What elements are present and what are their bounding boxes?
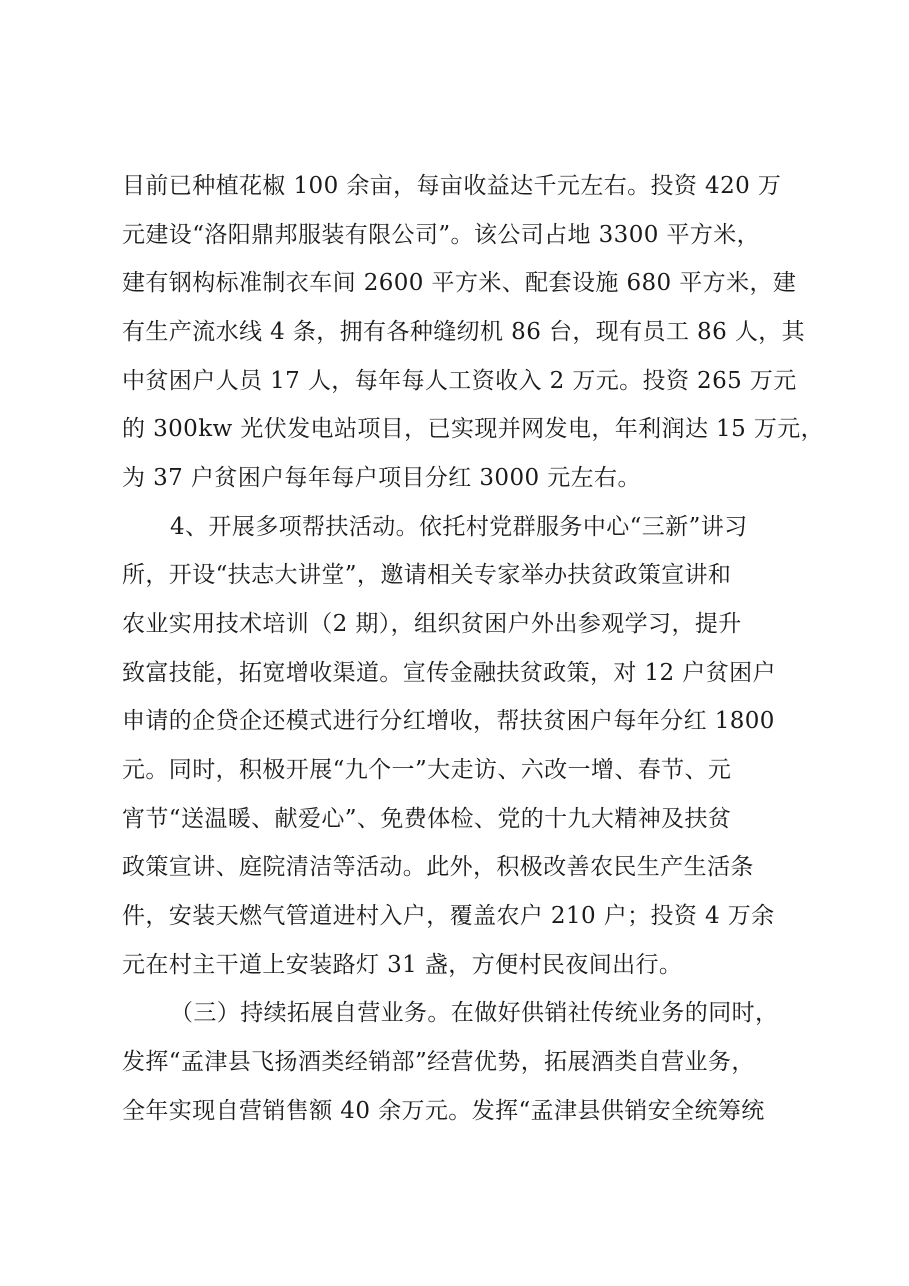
text-line: 致富技能，拓宽增收渠道。宣传金融扶贫政策，对 12 户贫困户	[122, 660, 776, 686]
text-line: 元在村主干道上安装路灯 31 盏，方便村民夜间出行。	[122, 952, 683, 978]
text-line: 建有钢构标准制衣车间 2600 平方米、配套设施 680 平方米，建	[122, 270, 797, 296]
text-line: 为 37 户贫困户每年每户项目分红 3000 元左右。	[122, 465, 641, 491]
text-line: 件，安装天燃气管道进村入户，覆盖农户 210 户；投资 4 万余	[122, 903, 775, 929]
text-line: 宵节“送温暖、献爱心”、免费体检、党的十九大精神及扶贫	[122, 806, 732, 832]
text-line: 元。同时，积极开展“九个一”大走访、六改一增、春节、元	[122, 757, 732, 783]
text-line: （三）持续拓展自营业务。在做好供销社传统业务的同时，	[170, 1000, 779, 1026]
text-line: 所，开设“扶志大讲堂”，邀请相关专家举办扶贫政策宣讲和	[122, 562, 732, 588]
text-line: 有生产流水线 4 条，拥有各种缝纫机 86 台，现有员工 86 人，其	[122, 319, 806, 345]
text-line: 申请的企贷企还模式进行分红增收，帮扶贫困户每年分红 1800	[122, 708, 775, 734]
text-line: 中贫困户人员 17 人，每年每人工资收入 2 万元。投资 265 万元	[122, 368, 797, 394]
text-line: 全年实现自营销售额 40 余万元。发挥“孟津县供销安全统筹统	[122, 1098, 765, 1124]
text-line: 元建设“洛阳鼎邦服装有限公司”。该公司占地 3300 平方米，	[122, 222, 761, 248]
text-line: 发挥“孟津县飞扬酒类经销部”经营优势，拓展酒类自营业务，	[122, 1049, 755, 1075]
text-line: 目前已种植花椒 100 余亩，每亩收益达千元左右。投资 420 万	[122, 173, 782, 199]
text-line: 4、开展多项帮扶活动。依托村党群服务中心“三新”讲习	[170, 514, 748, 540]
text-line: 的 300kw 光伏发电站项目，已实现并网发电，年利润达 15 万元，	[122, 416, 825, 442]
text-line: 农业实用技术培训（2 期），组织贫困户外出参观学习，提升	[122, 611, 742, 637]
text-line: 政策宣讲、庭院清洁等活动。此外，积极改善农民生产生活条	[122, 854, 754, 880]
